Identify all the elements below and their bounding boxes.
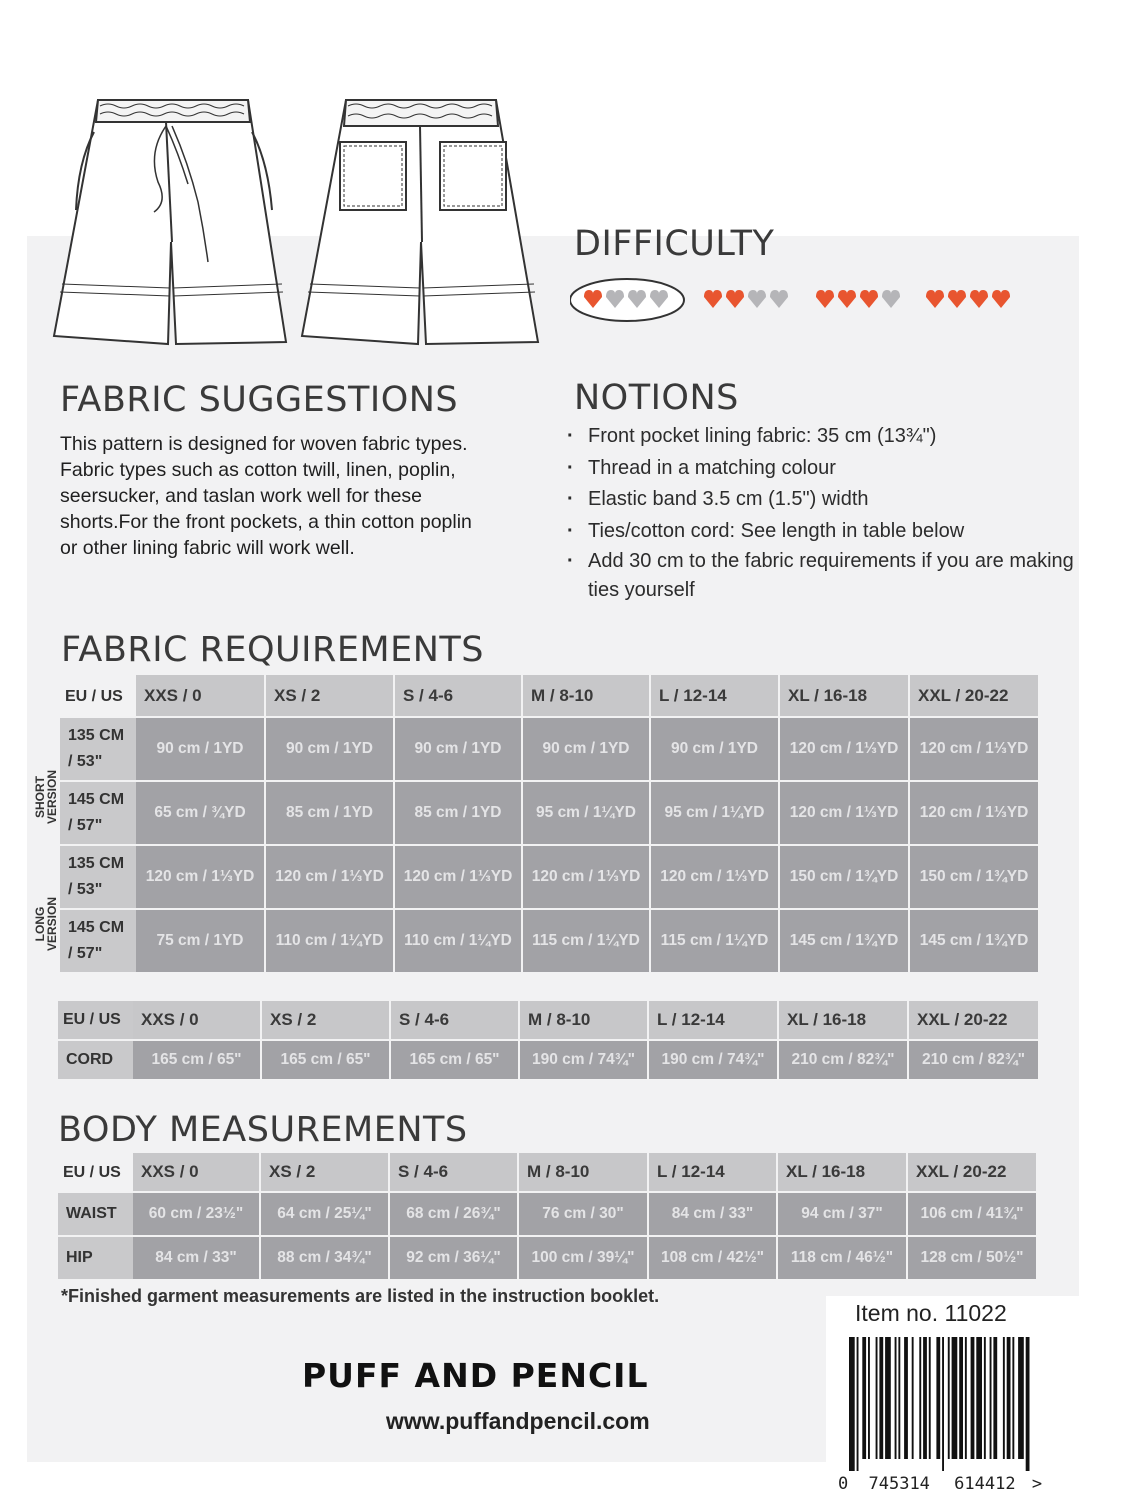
- barcode-bar: [868, 1337, 870, 1459]
- table-cell: 120 cm / 1⅓YD: [523, 846, 651, 910]
- fabric-width-cm: 135 CM: [68, 855, 125, 872]
- fabric-suggestions-line: shorts.For the front pockets, a thin cotton poplin: [60, 511, 472, 533]
- heart-icon: [726, 290, 744, 308]
- table-cell: 95 cm / 1¼YD: [651, 782, 780, 846]
- table-row: [60, 782, 1040, 846]
- barcode-bar: [885, 1337, 891, 1459]
- table-header-row: [60, 675, 1040, 718]
- barcode-bar: [876, 1337, 878, 1459]
- heart-icon: [970, 290, 988, 308]
- size-header: XL / 16-18: [778, 1153, 908, 1193]
- table-cell: 92 cm / 36¼": [390, 1237, 519, 1281]
- table-cell: 85 cm / 1YD: [395, 782, 523, 846]
- table-cell: 85 cm / 1YD: [266, 782, 395, 846]
- table-cell: 76 cm / 30": [519, 1193, 649, 1237]
- shorts-front-drawing: [54, 100, 286, 344]
- size-header: XXS / 0: [133, 1153, 261, 1193]
- barcode-bar: [1007, 1337, 1011, 1459]
- size-header: M / 8-10: [519, 1153, 649, 1193]
- table-cell: 128 cm / 50½": [908, 1237, 1038, 1281]
- table-row: [58, 1041, 1040, 1081]
- fabric-suggestions-line: or other lining fabric will work well.: [60, 537, 355, 559]
- heart-icon: [992, 290, 1010, 308]
- fabric-width-cm: 145 CM: [68, 791, 125, 808]
- fabric-suggestions-line: Fabric types such as cotton twill, linen, poplin,: [60, 459, 456, 481]
- fabric-width-cm: 135 CM: [68, 727, 125, 744]
- barcode-bar: [923, 1337, 927, 1459]
- fabric-suggestions-line: seersucker, and taslan work well for these: [60, 485, 423, 507]
- table-cell: 108 cm / 42½": [649, 1237, 778, 1281]
- difficulty-level-3: [816, 290, 900, 308]
- table-cell: 120 cm / 1⅓YD: [910, 782, 1040, 846]
- table-cell: 90 cm / 1YD: [266, 718, 395, 782]
- table-cell: 120 cm / 1⅓YD: [136, 846, 266, 910]
- difficulty-level-4: [926, 290, 1010, 308]
- size-header: XS / 2: [262, 1001, 391, 1041]
- difficulty-rating: [570, 276, 1030, 326]
- barcode-bar: [1012, 1337, 1014, 1459]
- body-measurements-title: BODY MEASUREMENTS: [58, 1110, 468, 1150]
- barcode-bar: [895, 1337, 897, 1459]
- size-header: M / 8-10: [523, 675, 651, 718]
- fabric-suggestions-text: [60, 431, 540, 561]
- long-version-label: LONG VERSION: [33, 897, 59, 952]
- size-header: M / 8-10: [520, 1001, 649, 1041]
- barcode-bar: [879, 1337, 883, 1459]
- table-row: [60, 718, 1040, 782]
- table-cell: 120 cm / 1⅓YD: [266, 846, 395, 910]
- fabric-suggestions-title: FABRIC SUGGESTIONS: [60, 380, 459, 420]
- barcode-bar: [942, 1337, 944, 1471]
- table-cell: 165 cm / 65": [133, 1041, 262, 1081]
- table-cell: 75 cm / 1YD: [136, 910, 266, 974]
- size-header: XL / 16-18: [779, 1001, 909, 1041]
- barcode-bar: [993, 1337, 997, 1459]
- barcode-left-digit: 0: [838, 1474, 849, 1494]
- table-cell: 65 cm / ¾YD: [136, 782, 266, 846]
- size-header: XXL / 20-22: [910, 675, 1040, 718]
- barcode-bar: [948, 1337, 950, 1459]
- table-cell: 64 cm / 25¼": [261, 1193, 390, 1237]
- fabric-width-label: [60, 846, 136, 910]
- notions-item: · Elastic band 3.5 cm (1.5") width: [567, 484, 1072, 516]
- difficulty-level-1: [570, 279, 684, 321]
- barcode-bar: [976, 1337, 982, 1459]
- table-cell: 145 cm / 1¾YD: [780, 910, 910, 974]
- notions-list: [567, 421, 1072, 605]
- table-cell: 210 cm / 82¾": [779, 1041, 909, 1081]
- heart-icon: [770, 290, 788, 308]
- barcode-bar: [849, 1337, 855, 1471]
- table-header-row: [58, 1153, 1038, 1193]
- table-header-row: [58, 1001, 1040, 1041]
- item-number: Item no. 11022: [855, 1300, 1007, 1326]
- shorts-back-drawing: [302, 100, 538, 344]
- table-cell: 120 cm / 1⅓YD: [780, 718, 910, 782]
- difficulty-title: DIFFICULTY: [574, 224, 775, 264]
- fabric-width-cm: 145 CM: [68, 919, 125, 936]
- short-version-label: SHORT VERSION: [33, 770, 59, 825]
- table-cell: 90 cm / 1YD: [651, 718, 780, 782]
- table-cell: 150 cm / 1¾YD: [910, 846, 1040, 910]
- barcode-bar: [959, 1337, 963, 1459]
- heart-icon: [882, 290, 900, 308]
- barcode-bar: [936, 1337, 940, 1459]
- table-cell: 84 cm / 33": [133, 1237, 261, 1281]
- barcode: [847, 1337, 1075, 1471]
- size-header: XXS / 0: [136, 675, 266, 718]
- fabric-width-label: [60, 718, 136, 782]
- brand-url: www.puffandpencil.com: [386, 1408, 650, 1434]
- size-header: S / 4-6: [395, 675, 523, 718]
- barcode-bar: [1018, 1337, 1024, 1459]
- size-label: EU / US: [63, 1164, 121, 1181]
- barcode-arrow: >: [1031, 1474, 1043, 1494]
- hip-label: HIP: [58, 1237, 133, 1281]
- size-header: L / 12-14: [649, 1001, 779, 1041]
- shorts-illustration: [48, 92, 548, 348]
- fabric-width-in: / 57": [68, 817, 103, 834]
- table-row: [58, 1237, 1038, 1281]
- size-header: L / 12-14: [649, 1153, 778, 1193]
- table-cell: 145 cm / 1¾YD: [910, 910, 1040, 974]
- table-cell: 165 cm / 65": [391, 1041, 520, 1081]
- barcode-bar: [952, 1337, 958, 1459]
- barcode-bar: [929, 1337, 931, 1459]
- cord-label: CORD: [58, 1041, 133, 1081]
- table-cell: 100 cm / 39¼": [519, 1237, 649, 1281]
- size-header: S / 4-6: [390, 1153, 519, 1193]
- difficulty-level-2: [704, 290, 788, 308]
- barcode-bar: [990, 1337, 992, 1459]
- fabric-suggestions-line: This pattern is designed for woven fabric types.: [60, 433, 468, 455]
- table-cell: 190 cm / 74¾": [520, 1041, 649, 1081]
- table-cell: 150 cm / 1¾YD: [780, 846, 910, 910]
- brand-name: PUFF AND PENCIL: [302, 1356, 649, 1395]
- size-header: XXL / 20-22: [908, 1153, 1038, 1193]
- table-row: [60, 846, 1040, 910]
- barcode-bar: [1026, 1337, 1030, 1471]
- notions-title: NOTIONS: [574, 378, 739, 418]
- barcode-group-1: 745314: [868, 1474, 930, 1494]
- heart-icon: [704, 290, 722, 308]
- heart-icon: [948, 290, 966, 308]
- table-cell: 120 cm / 1⅓YD: [651, 846, 780, 910]
- size-header: S / 4-6: [391, 1001, 520, 1041]
- barcode-bar: [971, 1337, 975, 1459]
- heart-icon: [816, 290, 834, 308]
- barcode-bar: [904, 1337, 908, 1459]
- barcode-bar: [965, 1337, 967, 1459]
- heart-icon: [748, 290, 766, 308]
- barcode-bar: [862, 1337, 866, 1459]
- table-cell: 120 cm / 1⅓YD: [395, 846, 523, 910]
- notions-item: · Front pocket lining fabric: 35 cm (13¾"): [567, 421, 1072, 453]
- table-cell: 94 cm / 37": [778, 1193, 908, 1237]
- table-cell: 190 cm / 74¾": [649, 1041, 779, 1081]
- size-header: XS / 2: [266, 675, 395, 718]
- heart-icon: [860, 290, 878, 308]
- fabric-width-label: [60, 782, 136, 846]
- table-cell: 84 cm / 33": [649, 1193, 778, 1237]
- barcode-bar: [984, 1337, 986, 1459]
- fabric-width-in: / 53": [68, 753, 103, 770]
- barcode-bar: [912, 1337, 914, 1459]
- table-cell: 68 cm / 26¾": [390, 1193, 519, 1237]
- table-cell: 95 cm / 1¼YD: [523, 782, 651, 846]
- table-cell: 120 cm / 1⅓YD: [910, 718, 1040, 782]
- size-header: XXS / 0: [133, 1001, 262, 1041]
- barcode-digits: [838, 1474, 1042, 1494]
- table-cell: 118 cm / 46½": [778, 1237, 908, 1281]
- table-cell: 106 cm / 41¾": [908, 1193, 1038, 1237]
- table-cell: 210 cm / 82¾": [909, 1041, 1040, 1081]
- table-cell: 110 cm / 1¼YD: [266, 910, 395, 974]
- footnote: *Finished garment measurements are listed in the instruction booklet.: [61, 1286, 660, 1306]
- table-cell: 60 cm / 23½": [133, 1193, 261, 1237]
- heart-icon: [926, 290, 944, 308]
- size-header: XL / 16-18: [780, 675, 910, 718]
- barcode-bar: [1003, 1337, 1005, 1459]
- table-cell: 115 cm / 1¼YD: [651, 910, 780, 974]
- notions-item: · Add 30 cm to the fabric requirements if you are making ties yourself: [567, 547, 1078, 605]
- size-header: L / 12-14: [651, 675, 780, 718]
- fabric-requirements-title: FABRIC REQUIREMENTS: [61, 630, 485, 670]
- notions-item: · Ties/cotton cord: See length in table below: [567, 516, 1072, 548]
- table-cell: 165 cm / 65": [262, 1041, 391, 1081]
- table-row: [60, 910, 1040, 974]
- size-label: EU / US: [58, 1001, 133, 1041]
- table-cell: 110 cm / 1¼YD: [395, 910, 523, 974]
- table-cell: 115 cm / 1¼YD: [523, 910, 651, 974]
- barcode-group-2: 614412: [954, 1474, 1016, 1494]
- waist-label: WAIST: [58, 1193, 133, 1237]
- table-cell: 120 cm / 1⅓YD: [780, 782, 910, 846]
- size-header: XS / 2: [261, 1153, 390, 1193]
- barcode-bar: [919, 1337, 921, 1459]
- fabric-width-in: / 53": [68, 881, 103, 898]
- cord-table: [58, 1001, 1040, 1081]
- table-cell: 90 cm / 1YD: [136, 718, 266, 782]
- heart-icon: [838, 290, 856, 308]
- size-label: EU / US: [65, 687, 123, 705]
- table-cell: 88 cm / 34¾": [261, 1237, 390, 1281]
- table-cell: 90 cm / 1YD: [523, 718, 651, 782]
- fabric-width-label: [60, 910, 136, 974]
- notions-item: · Thread in a matching colour: [567, 453, 1072, 485]
- barcode-bar: [857, 1337, 859, 1471]
- table-cell: 90 cm / 1YD: [395, 718, 523, 782]
- barcode-bar: [898, 1337, 900, 1459]
- difficulty-hearts: [570, 276, 1030, 326]
- fabric-width-in: / 57": [68, 945, 103, 962]
- table-row: [58, 1193, 1038, 1237]
- body-measurements-table: [58, 1153, 1038, 1281]
- fabric-requirements-table: [60, 675, 1040, 974]
- size-header: XXL / 20-22: [909, 1001, 1040, 1041]
